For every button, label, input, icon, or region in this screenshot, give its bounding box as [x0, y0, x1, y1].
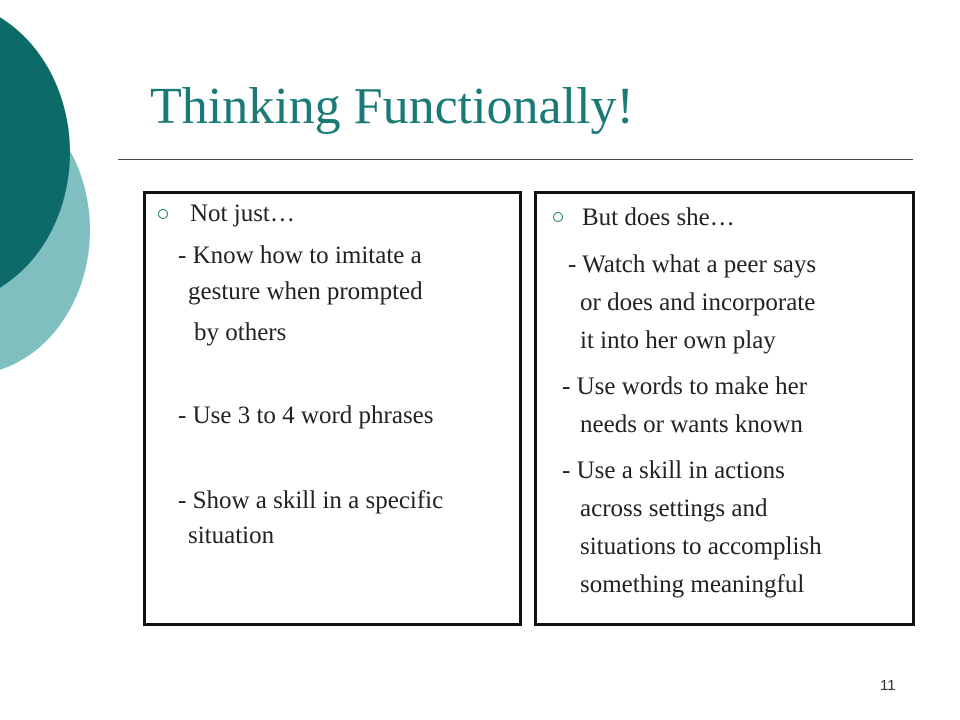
right-item-2-line-1: - Use words to make her: [562, 373, 808, 400]
left-bullet-icon: [158, 209, 168, 219]
right-item-2-line-2: needs or wants known: [580, 411, 803, 438]
left-item-1-line-1: - Know how to imitate a: [178, 242, 422, 269]
page-number: 11: [880, 677, 896, 694]
right-item-1-line-1: - Watch what a peer says: [568, 251, 817, 278]
right-bullet-icon: [553, 212, 563, 222]
right-item-3-line-3: situations to accomplish: [580, 533, 822, 560]
right-item-3-line-4: something meaningful: [580, 571, 805, 598]
right-heading: But does she…: [582, 204, 735, 231]
left-item-1-line-2: gesture when prompted: [188, 278, 423, 305]
left-item-2-line-1: - Use 3 to 4 word phrases: [178, 402, 434, 429]
right-item-3-line-2: across settings and: [580, 495, 768, 522]
right-item-1-line-3: it into her own play: [580, 327, 776, 354]
left-item-3-line-2: situation: [188, 522, 275, 549]
left-heading: Not just…: [190, 200, 295, 227]
slide-title: Thinking Functionally!: [150, 78, 634, 135]
left-item-3-line-1: - Show a skill in a specific: [178, 487, 444, 514]
left-item-1-line-3: by others: [194, 319, 287, 346]
right-item-1-line-2: or does and incorporate: [580, 289, 816, 316]
right-item-3-line-1: - Use a skill in actions: [562, 457, 785, 484]
title-underline: [118, 159, 913, 160]
